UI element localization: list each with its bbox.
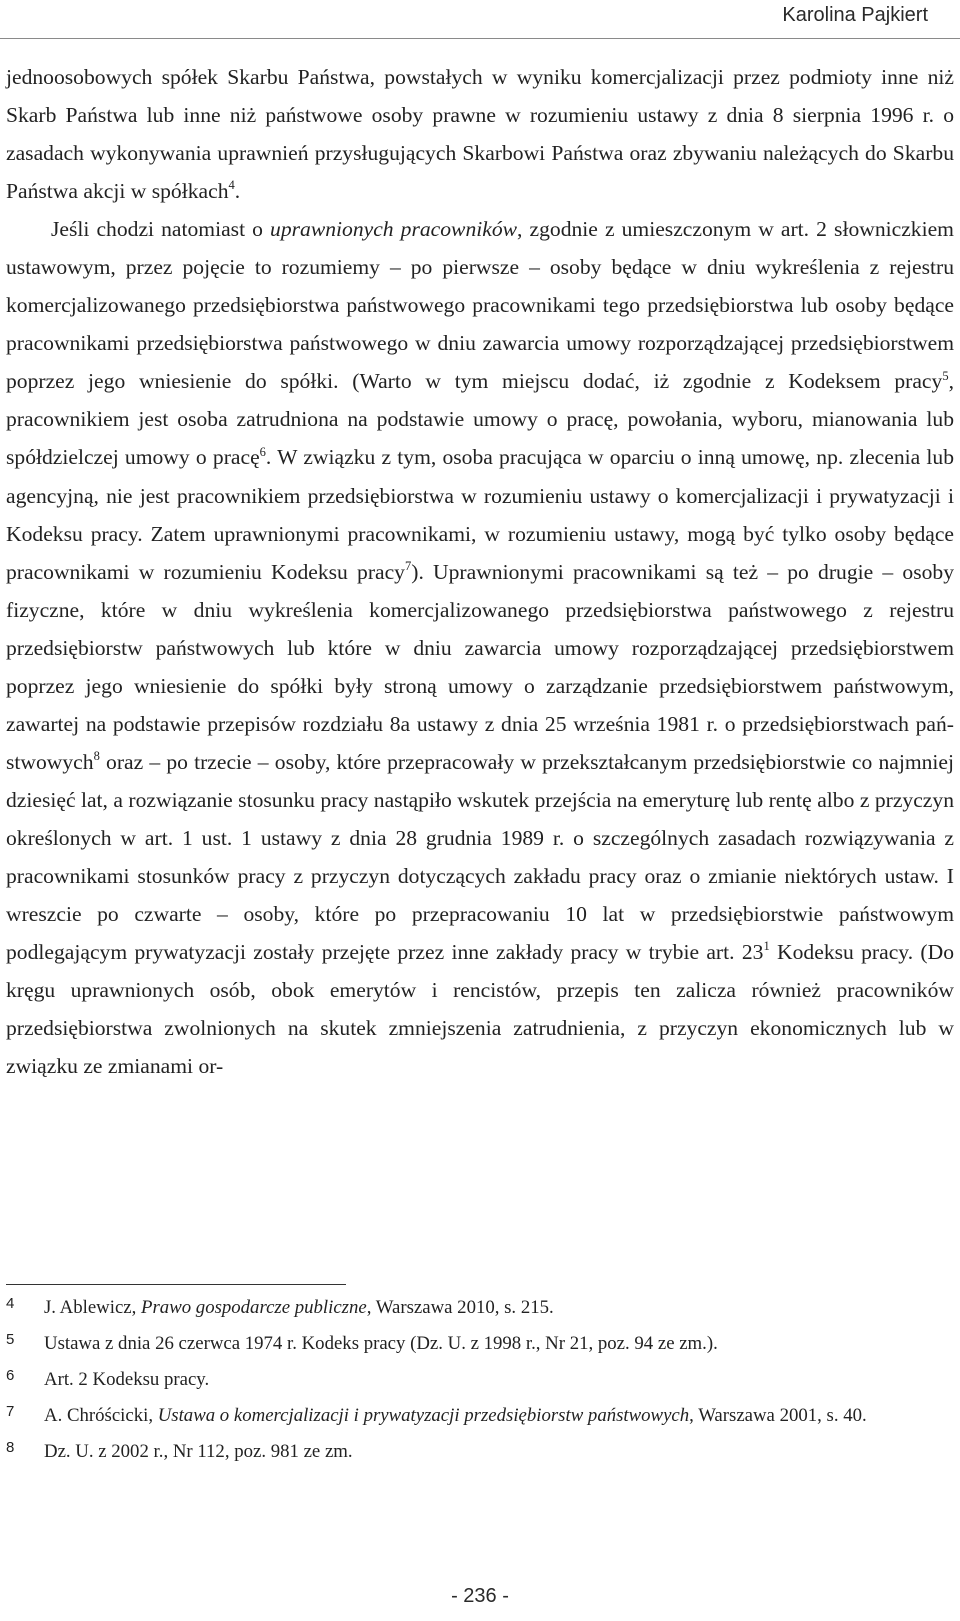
footnote-text: Ustawa z dnia 26 czerwca 1974 r. Kodeks pracy (Dz. U. z 1998 r., Nr 21, poz. 94 ze zm.). [44,1333,718,1354]
footnotes [6,1297,954,1477]
footnote-ref: 6 [259,444,266,459]
running-head-author: Karolina Pajkiert [782,4,928,26]
footnote-number: 8 [6,1439,15,1456]
italic-title: Prawo gospodarcze publiczne [141,1297,367,1318]
footnote-text: Dz. U. z 2002 r., Nr 112, poz. 981 ze zm. [44,1441,353,1462]
footnote-number: 7 [6,1403,15,1420]
footnote-ref: 5 [942,368,949,383]
paragraph-2: Jeśli chodzi natomiast o uprawnionych pracowników, zgodnie z umieszczonym w art. 2 słowniczkiem ustawowym, przez pojęcie to rozumiemy – po pierwsze – osoby będące w dniu wykreślenia z rejestru komercjalizowanego przedsiębiorstwa państwowego pracownikami tego przedsiębiorstwa lub osoby będące pracownikami przedsiębiorstwa państwowego w dniu zawarcia umowy rozporządzającej przedsiębiorstwem poprzez jego wniesienie do spółki. (Warto w tym miejscu dodać, iż zgodnie z Kodeksem pracy$^5$, pracownikiem jest osoba zatrudniona na podstawie umowy o pracę, powołania, wyboru, mianowania lub spółdzielczej umowy o pracę$^6$. W związku z tym, osoba pracująca w oparciu o inną umowę, np. zlecenia lub agencyjną, nie jest pracownikiem przedsiębiorstwa w rozumieniu ustawy o komercjalizacji i prywatyzacji i Kodeksu pracy. Zatem uprawnionymi pracownikami, w rozumieniu ustawy, mogą być tylko osoby będące pracownikami w rozumieniu Kodeksu pracy$^7$). Uprawnionymi pracownikami są też – po drugie – osoby fizyczne, które w dniu wykreślenia komercjalizowanego przedsiębiorstwa państwowego z rejestru przedsiębiorstw państwowych lub które w dniu zawarcia umowy rozporządzającej przedsiębiorstwem poprzez jego wniesienie do spółki były stroną umowy o zarządzanie przedsiębiorstwem państwowym, zawartej na podstawie przepisów rozdziału 8a ustawy z dnia 25 września 1981 r. o przedsiębiorstwach państwowych$^8$ oraz – po trzecie – osoby, które przepracowały w przekształcanym przedsiębiorstwie co najmniej dziesięć lat, a rozwiązanie stosunku pracy nastąpiło wskutek przejścia na emeryturę lub rentę albo z przyczyn określonych w art. 1 ust. 1 ustawy z dnia 28 grudnia 1989 r. o szczególnych zasadach rozwiązywania z pracownikami stosunków pracy z przyczyn dotyczących zakładu pracy oraz o zmianie niektórych ustaw. I wreszcie po czwarte – osoby, które po przepracowaniu 10 lat w przedsiębiorstwie państwowym podlegającym prywatyzacji zostały przejęte przez inne zakłady pracy w trybie art. $23^1$ Kodeksu pracy. (Do kręgu uprawnionych osób, obok emerytów i rencistów, przepis ten zalicza również pracowników przedsiębiorstwa zwolnionych na skutek zmniejszenia zatrudnienia, z przyczyn ekonomicznych lub w związku ze zmianami or- [6,217,954,1079]
paragraph-1: jednoosobowych spółek Skarbu Państwa, powstałych w wyniku komercjalizacji przez podmioty inne niż Skarb Państwa lub inne niż państwowe osoby prawne w rozumieniu ustawy z dnia 8 sierpnia 1996 r. o zasadach wykonywania uprawnień przysługujących Skarbowi Państwa oraz zbywaniu należących do Skarbu Państwa akcji w spółkach$^4$. [6,65,954,204]
footnote-ref: 1 [763,939,770,954]
footnote-ref: 4 [228,178,235,193]
footnote-8 [6,1441,954,1463]
footnote-number: 5 [6,1331,15,1348]
header-rule [0,38,960,39]
footnote-text: Art. 2 Kodeksu pracy. [44,1369,210,1390]
footnote-ref: 7 [404,558,412,573]
italic-title: uprawnionych pracowników [270,217,518,242]
footnote-text: J. Ablewicz, Prawo gospodarcze publiczne, Warszawa 2010, s. 215. [44,1297,554,1318]
italic-title: Ustawa o komercjalizacji i prywatyzacji przedsiębiorstw państwowych [157,1405,690,1426]
footnote-7 [6,1405,954,1427]
footnote-5 [6,1333,954,1355]
footnote-6 [6,1369,954,1391]
footnote-number: 6 [6,1367,15,1384]
footnote-ref: 8 [93,749,100,764]
footnote-number: 4 [6,1295,15,1312]
body-text [6,58,954,1085]
footnote-4 [6,1297,954,1319]
page-number: - 236 - [451,1585,509,1607]
footnote-text: A. Chróścicki, Ustawa o komercjalizacji i prywatyzacji przedsiębiorstw państwowych, Warszawa 2001, s. 40. [44,1405,867,1426]
page-header [0,0,960,40]
footnote-separator [6,1284,346,1285]
